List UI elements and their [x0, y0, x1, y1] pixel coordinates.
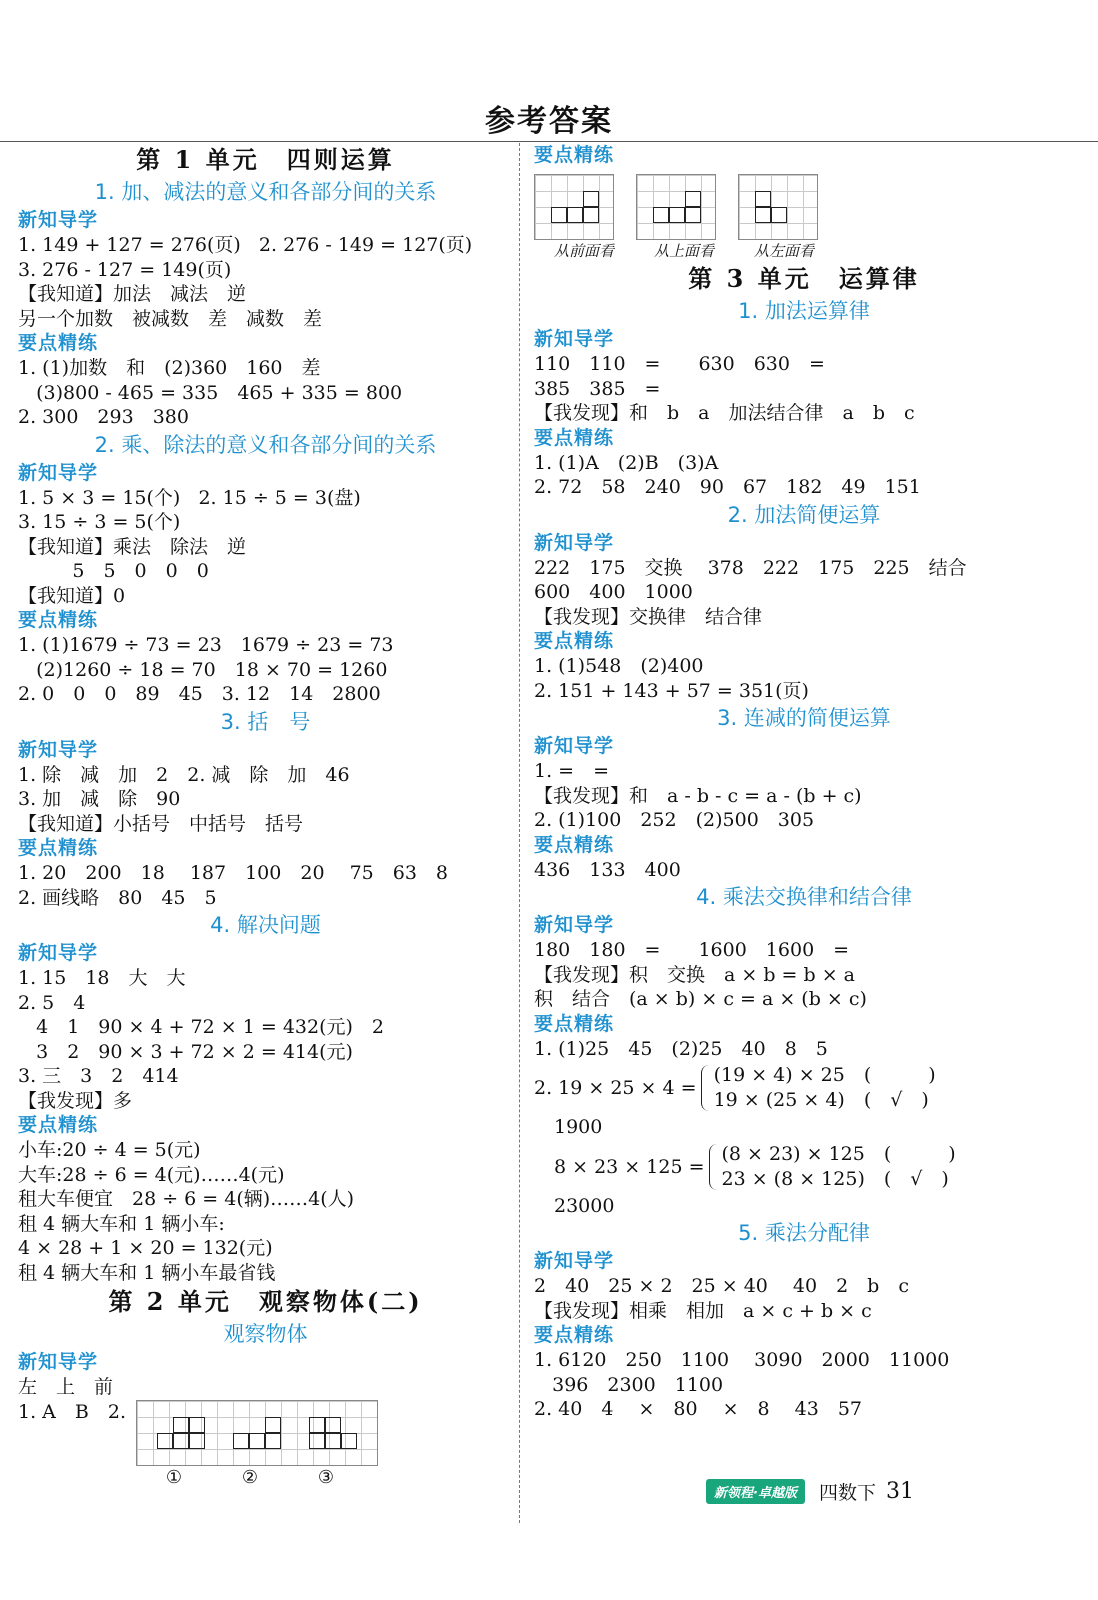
- answer-line: 3. 276 - 127 = 149(页): [18, 258, 232, 281]
- cube-block: [685, 207, 701, 223]
- answer-line: 436 133 400: [534, 858, 681, 881]
- lesson-4-title: 4. 解决问题: [210, 913, 321, 937]
- answer-line: 3 2 90 × 3 + 72 × 2 = 414(元): [18, 1040, 353, 1063]
- answer-line: 2. 151 + 143 + 57 = 351(页): [534, 679, 809, 702]
- answer-line: 租 4 辆大车和 1 辆小车最省钱: [18, 1261, 276, 1284]
- cube-block: [157, 1433, 173, 1449]
- cube-block: [265, 1433, 281, 1449]
- section-heading: 新知导学: [534, 328, 615, 350]
- answer-line: 110 110 = 630 630 =: [534, 353, 825, 375]
- answer-line: 【我发现】相乘 相加 a × c + b × c: [534, 1299, 872, 1322]
- view-number: ③: [317, 1466, 335, 1488]
- view-label: 从前面看: [553, 242, 614, 260]
- unit-2-lesson-title: 观察物体: [223, 1322, 308, 1346]
- three-views-figure: [534, 174, 1074, 240]
- brace-equation: [534, 1061, 1074, 1115]
- answer-line: 大车:28 ÷ 6 = 4(元)……4(元): [18, 1163, 285, 1186]
- brace-icon: [709, 1144, 718, 1190]
- equation-left: 8 × 23 × 125 =: [554, 1155, 705, 1178]
- cube-block: [341, 1433, 357, 1449]
- answer-line: 【我知道】小括号 中括号 括号: [18, 812, 304, 835]
- lesson-3-title: 3. 括 号: [220, 709, 311, 734]
- answer-line: (2)1260 ÷ 18 = 70 18 × 70 = 1260: [18, 658, 388, 681]
- cube-block: [309, 1433, 325, 1449]
- block-views-grid: [136, 1400, 378, 1466]
- answer-line: 积 结合 (a × b) × c = a × (b × c): [534, 988, 867, 1010]
- answer-line: 【我发现】交换律 结合律: [534, 605, 763, 628]
- brace-options: [722, 1142, 956, 1192]
- left-column: [18, 143, 513, 1490]
- right-column: [534, 143, 1074, 1422]
- answer-line: 1. 6120 250 1100 3090 2000 11000: [534, 1349, 950, 1371]
- section-heading: 要点精练: [18, 609, 99, 631]
- option-line: (19 × 4) × 25 ( ): [713, 1064, 936, 1086]
- answer-line: 1. A B 2.: [18, 1400, 126, 1423]
- equation-result: 1900: [554, 1116, 603, 1138]
- option-line: 19 × (25 × 4) ( √ ): [713, 1089, 929, 1111]
- cube-block: [685, 191, 701, 207]
- subject-label: 四数下: [818, 1482, 876, 1504]
- cube-block: [551, 207, 567, 223]
- cube-block: [173, 1433, 189, 1449]
- cube-block: [583, 191, 599, 207]
- cube-block: [233, 1433, 249, 1449]
- lesson-title: 3. 连减的简便运算: [717, 706, 891, 730]
- series-badge: 新领程·卓越版: [706, 1479, 805, 1504]
- cube-block: [265, 1417, 281, 1433]
- section-heading: 要点精练: [534, 1012, 615, 1035]
- section-heading: 新知导学: [18, 942, 99, 964]
- cube-block: [309, 1417, 325, 1433]
- view-label: 从左面看: [753, 242, 814, 260]
- cube-block: [755, 207, 771, 223]
- section-heading: 要点精练: [534, 426, 615, 449]
- answer-line: 【我知道】乘法 除法 逆: [18, 535, 247, 558]
- cube-block: [249, 1433, 265, 1449]
- answer-line: 396 2300 1100: [534, 1373, 724, 1396]
- lesson-1-title: 1. 加、减法的意义和各部分间的关系: [94, 180, 437, 204]
- view-number: ②: [241, 1466, 259, 1488]
- answer-line: 2. 72 58 240 90 67 182 49 151: [534, 476, 921, 498]
- cube-block: [755, 191, 771, 207]
- cube-block: [189, 1433, 205, 1449]
- top-view-grid: [636, 174, 716, 240]
- answer-line: 1. (1)1679 ÷ 73 = 23 1679 ÷ 23 = 73: [18, 634, 394, 656]
- brace-options: [714, 1063, 936, 1113]
- left-view-grid: [738, 174, 818, 240]
- answer-line: 另一个加数 被减数 差 减数 差: [18, 307, 323, 330]
- option-line: 23 × (8 × 125) ( √ ): [721, 1167, 949, 1190]
- cube-block: [567, 207, 583, 223]
- section-heading: 要点精练: [18, 332, 99, 354]
- answer-line: 385 385 =: [534, 377, 661, 400]
- answer-line: 600 400 1000: [534, 581, 693, 603]
- answer-line: 2. (1)100 252 (2)500 305: [534, 809, 815, 831]
- lesson-2-title: 2. 乘、除法的意义和各部分间的关系: [94, 432, 437, 457]
- views-figure: [136, 1400, 378, 1490]
- cube-block: [669, 207, 685, 223]
- cube-block: [653, 207, 669, 223]
- section-heading: 新知导学: [534, 1250, 615, 1272]
- answer-line: 1. 15 18 大 大: [18, 967, 186, 989]
- unit-1-title: 第 1 单元 四则运算: [136, 145, 395, 174]
- view-number-labels: [136, 1466, 378, 1490]
- section-heading: 要点精练: [18, 837, 99, 859]
- section-heading: 新知导学: [18, 738, 99, 761]
- answer-line: 小车:20 ÷ 4 = 5(元): [18, 1139, 201, 1161]
- cube-block: [173, 1417, 189, 1433]
- answer-line: 1. = =: [534, 760, 610, 782]
- views-row: [18, 1400, 513, 1490]
- section-heading: 新知导学: [534, 914, 615, 936]
- answer-line: 1. 5 × 3 = 15(个) 2. 15 ÷ 5 = 3(盘): [18, 486, 361, 509]
- answer-line: 2. 画线略 80 45 5: [18, 886, 217, 909]
- answer-line: 2 40 25 × 2 25 × 40 40 2 b c: [534, 1275, 909, 1297]
- answer-line: (3)800 - 465 = 335 465 + 335 = 800: [18, 381, 403, 404]
- page-footer: [706, 1478, 914, 1505]
- answer-line: 1. 除 减 加 2 2. 减 除 加 46: [18, 763, 350, 786]
- page-number: 31: [885, 1479, 914, 1504]
- section-heading: 新知导学: [18, 209, 99, 231]
- answer-line: 5 5 0 0 0: [18, 560, 209, 582]
- option-line: (8 × 23) × 125 ( ): [721, 1142, 956, 1165]
- cube-block: [583, 207, 599, 223]
- unit-3-title: 第 3 单元 运算律: [688, 264, 920, 293]
- answer-line: 【我发现】和 b a 加法结合律 a b c: [534, 402, 915, 424]
- view-labels: [534, 240, 1074, 262]
- lesson-title: 1. 加法运算律: [738, 299, 870, 323]
- brace-icon: [701, 1065, 710, 1111]
- answer-line: 4 × 28 + 1 × 20 = 132(元): [18, 1237, 273, 1259]
- front-view-grid: [534, 174, 614, 240]
- answer-line: 1. (1)加数 和 (2)360 160 差: [18, 357, 321, 379]
- cube-block: [325, 1433, 341, 1449]
- answer-line: 4 1 90 × 4 + 72 × 1 = 432(元) 2: [18, 1016, 385, 1038]
- answer-line: 180 180 = 1600 1600 =: [534, 939, 850, 961]
- cube-block: [325, 1417, 341, 1433]
- answer-line: 【我发现】积 交换 a × b = b × a: [534, 963, 855, 986]
- section-heading: 要点精练: [534, 1324, 615, 1346]
- answer-line: 租 4 辆大车和 1 辆小车:: [18, 1212, 225, 1235]
- page-title: 参考答案: [485, 104, 613, 139]
- answer-line: 3. 三 3 2 414: [18, 1065, 179, 1087]
- answer-line: 左 上 前: [18, 1376, 114, 1398]
- equation-result: 23000: [554, 1194, 615, 1217]
- section-heading: 要点精练: [18, 1114, 99, 1136]
- brace-equation: [534, 1140, 1074, 1194]
- lesson-title: 2. 加法简便运算: [727, 502, 881, 527]
- equation-left: 2. 19 × 25 × 4 =: [534, 1077, 697, 1099]
- answer-line: 【我知道】加法 减法 逆: [18, 283, 247, 305]
- title-divider: [0, 141, 1098, 142]
- answer-line: 3. 15 ÷ 3 = 5(个): [18, 511, 181, 533]
- section-heading: 新知导学: [534, 735, 615, 757]
- section-heading: 要点精练: [534, 144, 615, 166]
- section-heading: 新知导学: [534, 531, 615, 554]
- answer-line: 1. 149 + 127 = 276(页) 2. 276 - 149 = 127(页): [18, 234, 473, 256]
- answer-line: 1. (1)A (2)B (3)A: [534, 451, 719, 474]
- unit-2-title: 第 2 单元 观察物体(二): [108, 1287, 423, 1316]
- lesson-title: 4. 乘法交换律和结合律: [696, 885, 912, 909]
- answer-line: 【我发现】和 a - b - c = a - (b + c): [534, 784, 862, 807]
- section-heading: 新知导学: [18, 1351, 99, 1373]
- answer-line: 3. 加 减 除 90: [18, 788, 181, 810]
- section-heading: 新知导学: [18, 461, 99, 484]
- cube-block: [189, 1417, 205, 1433]
- answer-line: 2. 300 293 380: [18, 406, 189, 428]
- lesson-title: 5. 乘法分配律: [738, 1221, 870, 1245]
- answer-line: 1. (1)548 (2)400: [534, 655, 704, 677]
- answer-line: 1. 20 200 18 187 100 20 75 63 8: [18, 862, 449, 884]
- section-heading: 要点精练: [534, 630, 615, 652]
- answer-line: 【我知道】0: [18, 584, 126, 607]
- cube-block: [771, 207, 787, 223]
- answer-line: 222 175 交换 378 222 175 225 结合: [534, 556, 967, 579]
- column-divider: [519, 143, 520, 1523]
- answer-line: 【我发现】多: [18, 1089, 133, 1112]
- section-heading: 要点精练: [534, 833, 615, 856]
- answer-line: 2. 0 0 0 89 45 3. 12 14 2800: [18, 683, 381, 705]
- view-label: 从上面看: [653, 242, 714, 260]
- answer-line: 2. 5 4: [18, 991, 86, 1014]
- answer-line: 租大车便宜 28 ÷ 6 = 4(辆)……4(人): [18, 1188, 355, 1210]
- answer-line: 2. 40 4 × 80 × 8 43 57: [534, 1398, 863, 1420]
- answer-line: 1. (1)25 45 (2)25 40 8 5: [534, 1037, 828, 1060]
- view-number: ①: [165, 1466, 183, 1488]
